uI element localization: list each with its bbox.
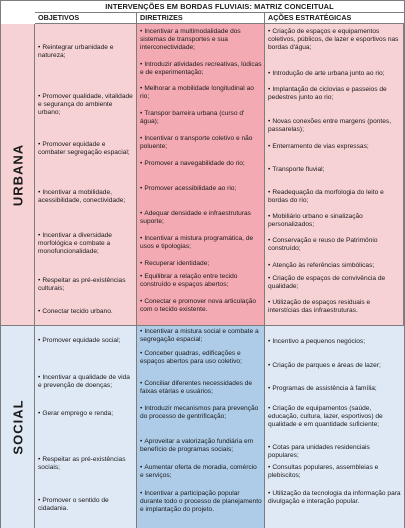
urbana-objetivos-column — [35, 24, 137, 325]
social-objetivo-item: • Promover o sentido de cidadania. — [38, 497, 134, 513]
urbana-acao-item: • Enterramento de vias expressas; — [268, 143, 401, 151]
urbana-acao-item: • Criação de espaços e equipamentos coletivos, públicos, de lazer e esportivos nas bordas d'água; — [268, 28, 401, 53]
urbana-diretriz-item: • Equilibrar a relação entre tecido construído e espaços abertos; — [140, 273, 262, 289]
social-acao-item: • Criação de parques e áreas de lazer; — [268, 362, 402, 370]
social-acao-item: • Incentivo a pequenos negócios; — [268, 338, 402, 346]
social-diretriz-item: • Conciliar diferentes necessidades de faixas etárias e usuários; — [140, 380, 262, 396]
social-acao-item: • Programas de assistência à família; — [268, 385, 402, 393]
urbana-diretrizes-column — [137, 24, 265, 325]
urbana-acao-item: • Atenção às referências simbólicas; — [268, 262, 401, 270]
social-diretrizes-column — [137, 326, 265, 528]
social-objetivo-item: • Incentivar a qualidade de vida e prevenção de doenças; — [38, 374, 134, 390]
urbana-acao-item: • Implantação de ciclovias e passeios de pedestres junto ao rio; — [268, 86, 401, 102]
urbana-objetivo-item: • Incentivar a diversidade morfológica e combate a monofuncionalidade; — [38, 232, 134, 257]
header-acoes: AÇÕES ESTRATÉGICAS — [265, 12, 404, 24]
urbana-acao-item: • Mobiliário urbano e sinalização personalizados; — [268, 213, 401, 229]
header-objetivos: OBJETIVOS — [35, 12, 137, 24]
matrix-title: INTERVENÇÕES EM BORDAS FLUVIAIS: MATRIZ CONCEITUAL — [35, 1, 404, 13]
urbana-diretriz-item: • Introduzir atividades recreativas, lúdicas e de experimentação; — [140, 61, 262, 77]
social-acao-item: • Utilização da tecnologia da informação para divulgação e interação popular. — [268, 490, 402, 506]
urbana-diretriz-item: • Promover a navegabilidade do rio; — [140, 160, 262, 168]
urbana-diretriz-item: • Recuperar identidade; — [140, 260, 262, 268]
social-objetivo-item: • Promover equidade social; — [38, 337, 134, 345]
urbana-acao-item: • Readequação da morfologia do leito e bordas do rio; — [268, 189, 401, 205]
urbana-objetivo-item: • Conectar tecido urbano. — [38, 308, 134, 316]
urbana-objetivo-item: • Incentivar a mobilidade, acessibilidade, conectividade; — [38, 189, 134, 205]
urbana-diretriz-item: • Promover acessibilidade ao rio; — [140, 185, 262, 193]
urbana-diretriz-item: • Conectar e promover nova articulação com o tecido existente. — [140, 298, 262, 314]
urbana-acao-item: • Novas conexões entre margens (pontes, passarelas); — [268, 118, 401, 134]
urbana-acao-item: • Criação de espaços de convivência de qualidade; — [268, 275, 401, 291]
section-social-label: SOCIAL — [10, 399, 25, 455]
social-acoes-column — [265, 326, 404, 528]
header-diretrizes: DIRETRIZES — [137, 12, 265, 24]
section-social-label-cell — [1, 326, 35, 528]
urbana-diretriz-item: • Incentivar o transporte coletivo e não poluente; — [140, 135, 262, 151]
urbana-acao-item: • Transporte fluvial; — [268, 166, 401, 174]
urbana-acao-item: • Utilização de espaços residuais e interstícias das infraestruturas. — [268, 299, 401, 315]
urbana-objetivo-item: • Promover equidade e combater segregação espacial; — [38, 141, 134, 157]
social-acao-item: • Consultas populares, assembleias e plebiscitos; — [268, 464, 402, 480]
urbana-objetivo-item: • Reintegrar urbanidade e natureza; — [38, 44, 134, 60]
urbana-acao-item: • Conservação e reuso de Patrimônio construído; — [268, 237, 401, 253]
urbana-diretriz-item: • Incentivar a mistura programática, de usos e tipologias; — [140, 235, 262, 251]
urbana-diretriz-item: • Transpor barreira urbana (curso d' água); — [140, 110, 262, 126]
social-acao-item: • Cotas para unidades residenciais populares; — [268, 444, 402, 460]
social-diretriz-item: • Aumentar oferta de moradia, comércio e serviços; — [140, 464, 262, 480]
social-acao-item: • Criação de equipamentos (saúde, educação, cultura, lazer, esportivos) de qualidade e em quantidade suficiente; — [268, 405, 402, 430]
urbana-diretriz-item: • Adequar densidade e infraestruturas suporte; — [140, 210, 262, 226]
social-diretriz-item: • Conceber quadras, edificações e espaços abertos para uso coletivo; — [140, 350, 262, 366]
section-urbana-label: URBANA — [10, 143, 25, 206]
social-diretriz-item: • Introduzir mecanismos para prevenção do processo de gentrificação; — [140, 405, 262, 421]
social-diretriz-item: • Incentivar a participação popular durante todo o processo de planejamento e implantação do projeto. — [140, 490, 262, 515]
urbana-objetivo-item: • Respeitar as pré-existências culturais; — [38, 277, 134, 293]
social-objetivos-column — [35, 326, 137, 528]
social-diretriz-item: • Aproveitar a valorização fundiária em benefício de programas sociais; — [140, 438, 262, 454]
urbana-acao-item: • Introdução de arte urbana junto ao rio; — [268, 70, 401, 78]
social-objetivo-item: • Respeitar as pré-existências sociais; — [38, 456, 134, 472]
social-objetivo-item: • Gerar emprego e renda; — [38, 410, 134, 418]
urbana-acoes-column — [265, 24, 404, 325]
urbana-diretriz-item: • Melhorar a mobilidade longitudinal ao rio; — [140, 85, 262, 101]
social-diretriz-item: • Incentivar a mistura social e combate a segregação espacial; — [140, 328, 262, 344]
section-urbana-label-cell — [1, 24, 35, 325]
urbana-objetivo-item: • Promover qualidade, vitalidade e segurança do ambiente urbano; — [38, 93, 134, 118]
urbana-diretriz-item: • Incentivar a multimodalidade dos sistemas de transportes e sua interconectividade; — [140, 28, 262, 53]
